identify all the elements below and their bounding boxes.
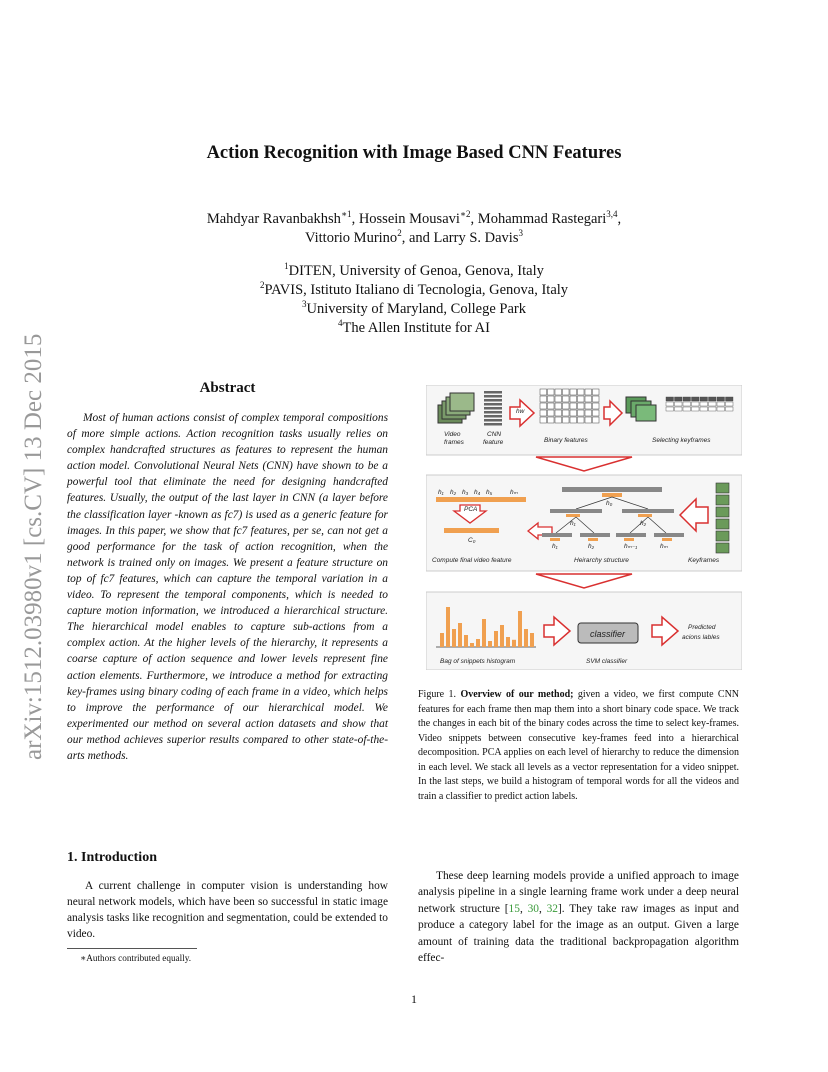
histogram-bar [464, 635, 468, 647]
binary-cell [540, 417, 547, 423]
keyframe-cell [666, 407, 674, 411]
keyframe-cell [675, 402, 683, 406]
selecting-keyframes-label: Selecting keyframes [652, 437, 711, 444]
abstract-body: Most of human actions consist of complex temporal compositions of more simple actions. Action recognition tasks usually relies on complex handcrafted structures as features to represent the human action model. Convolutional Neural Nets (CNN) have shown to be a powerful tool that eliminate the need for designing handcrafted features. Usually, the output of the last layer in CNN (a layer before the classification layer -known as fc7) is used as a generic feature for images. In this paper, we show that fc7 features, per se, can not get a good performance for the task of action recognition, when the network is trained only on images. We present a feature structure on top of fc7 features, which can capture the temporal variation in a video. To represent the temporal components, which is needed to capture motion information, we introduced a hierarchical structure. The hierarchical model enables to capture sub-actions from a complex action. At the higher levels of the hierarchy, it represents a coarse capture of action sequence and lower levels represent fine action elements. Furthermore, we introduce a method for extracting key-frames using binary coding of each frame in a video, which helps to improve the performance of our hierarchical model. We experimented our method on several action datasets and show that our method achieves superior results compared to other state-of-the-arts methods. [67, 412, 388, 762]
tree-label: h₁ [552, 543, 558, 550]
binary-cell [578, 396, 585, 402]
keyframes-label: Keyframes [688, 557, 720, 564]
histogram-bar [476, 639, 480, 647]
c0-label: C₀ [468, 537, 476, 544]
cnn-label: feature [483, 439, 504, 446]
keyframe-cell [692, 402, 700, 406]
svm-label: SVM classifier [586, 658, 628, 665]
binary-cell [570, 410, 577, 416]
histogram-bar [494, 631, 498, 647]
keyframe-cell [717, 402, 725, 406]
histogram-bar [512, 640, 516, 647]
cnn-bar [484, 423, 502, 426]
keyframe-cell [709, 407, 717, 411]
binary-cell [563, 389, 570, 395]
page-number: 1 [411, 992, 417, 1006]
predicted-label: acions lables [682, 634, 720, 641]
keyframe-cell [700, 407, 708, 411]
binary-cell [570, 403, 577, 409]
binary-cell [570, 396, 577, 402]
citation-link[interactable]: 30 [527, 902, 539, 915]
keyframe-cell [700, 397, 708, 401]
overview-figure [426, 385, 742, 670]
binary-cell [563, 403, 570, 409]
binary-cell [563, 417, 570, 423]
tree-label: h₀ [606, 500, 613, 507]
binary-cell [593, 396, 600, 402]
histogram-bar [500, 625, 504, 647]
paper-title: Action Recognition with Image Based CNN Features [206, 143, 622, 163]
hierarchy-label: Heirarchy structure [574, 557, 629, 564]
binary-cell [585, 403, 592, 409]
cnn-bar [484, 411, 502, 414]
keyframe-cell [717, 397, 725, 401]
binary-cell [548, 403, 555, 409]
author-line-1: Mahdyar Ravanbakhsh$^{∗1}$, Hossein Mousavi$^{∗2}$, Mohammad Rastegari$^{3,4}$, [206, 209, 622, 227]
compute-label: Compute final video feature [432, 557, 512, 564]
binary-cell [578, 389, 585, 395]
tree-label: hₘ [660, 543, 668, 550]
h-label: h₃ [462, 489, 469, 496]
pca-label: PCA [464, 506, 478, 513]
affiliation: $^1$DITEN, University of Genoa, Genova, Italy [284, 261, 544, 279]
affiliations [0, 262, 828, 338]
binary-cell [585, 389, 592, 395]
binary-cell [548, 410, 555, 416]
cnn-bar [484, 419, 502, 422]
author-line-2: Vittorio Murino$^2$, and Larry S. Davis$^3$ [305, 228, 523, 246]
h-label: hₘ [510, 489, 518, 496]
keyframe-thumbnail [716, 507, 729, 517]
h-label: h₅ [486, 489, 493, 496]
h-label: h₁ [438, 489, 444, 496]
h-label: h₄ [474, 489, 481, 496]
binary-cell [555, 417, 562, 423]
citation-link[interactable]: 15 [508, 902, 520, 915]
keyframe-cell [683, 402, 691, 406]
histogram-bar [440, 633, 444, 647]
binary-cell [578, 417, 585, 423]
binary-cell [585, 417, 592, 423]
tree-label: h₂ [640, 520, 647, 527]
keyframe-cell [683, 397, 691, 401]
binary-cell [540, 396, 547, 402]
keyframe-thumbnail [716, 543, 729, 553]
cnn-feature-bars [484, 391, 502, 426]
footnote: ∗Authors contributed equally. [80, 953, 192, 963]
binary-cell [555, 403, 562, 409]
cnn-bar [484, 415, 502, 418]
cnn-bar [484, 403, 502, 406]
binary-cell [578, 403, 585, 409]
cnn-bar [484, 395, 502, 398]
binary-cell [540, 389, 547, 395]
keyframe-thumbnail [716, 519, 729, 529]
binary-cell [540, 403, 547, 409]
histogram-bar [446, 607, 450, 647]
right-column-body: These deep learning models provide a unified approach to image analysis pipeline in a single learning frame work under a deep neural network structure [15, 30, 32]. They take raw images as input and produce a category label for the image as an output. Given a large amount of training data the traditional backpropagation algorithm effec- [418, 870, 739, 965]
cnn-bar [484, 399, 502, 402]
binary-cell [593, 403, 600, 409]
binary-cell [555, 396, 562, 402]
histogram-bar [506, 637, 510, 647]
abstract-heading: Abstract [199, 380, 256, 396]
keyframe-cell [675, 407, 683, 411]
cnn-label: CNN [487, 431, 502, 438]
keyframe-cell [709, 402, 717, 406]
keyframe-cell [666, 397, 674, 401]
keyframe-cell [683, 407, 691, 411]
keyframe-cell [709, 397, 717, 401]
binary-cell [548, 396, 555, 402]
introduction-body: A current challenge in computer vision is understanding how neural network models, which have been so successful in static image analysis tasks like recognition and segmentation, could be extended to video. [67, 880, 388, 941]
binary-cell [593, 410, 600, 416]
binary-cell [555, 389, 562, 395]
hw-label: hw [516, 408, 525, 415]
histogram-bar [470, 643, 474, 647]
h-label: h₂ [450, 489, 457, 496]
affiliation: $^2$PAVIS, Istituto Italiano di Tecnologia, Genova, Italy [259, 280, 569, 298]
binary-cell [593, 389, 600, 395]
histogram-bar [488, 641, 492, 647]
cnn-bar [484, 391, 502, 394]
keyframe-cell [675, 397, 683, 401]
keyframe-cell [717, 407, 725, 411]
keyframe-cell [726, 402, 734, 406]
arxiv-side-label: arXiv:1512.03980v1 [cs.CV] 13 Dec 2015 [20, 333, 47, 760]
down-arrow-icon [536, 457, 632, 471]
histogram-bar [530, 633, 534, 647]
video-frames-label: frames [444, 439, 464, 446]
predicted-label: Predicted [688, 624, 716, 631]
down-arrow-icon [536, 574, 632, 588]
keyframe-cell [726, 397, 734, 401]
binary-cell [593, 417, 600, 423]
feature-bar [436, 497, 526, 502]
keyframe-cell [666, 402, 674, 406]
binary-cell [578, 410, 585, 416]
tree-label: h₂ [588, 543, 595, 550]
binary-features-label: Binary features [544, 437, 588, 444]
histogram-bar [452, 629, 456, 647]
keyframe-cell [692, 407, 700, 411]
keyframe-cell [700, 402, 708, 406]
keyframe-thumbnail [716, 483, 729, 493]
tree-label: hₘ₋₁ [624, 543, 638, 550]
binary-cell [548, 389, 555, 395]
binary-cell [540, 410, 547, 416]
binary-cell [585, 410, 592, 416]
footnote-rule [67, 948, 197, 949]
keyframe-cell [726, 407, 734, 411]
binary-cell [570, 389, 577, 395]
binary-cell [548, 417, 555, 423]
keyframe-thumbnail [716, 531, 729, 541]
affiliation: $^3$University of Maryland, College Park [302, 299, 526, 317]
keyframes-icon [626, 397, 656, 421]
figure-caption: Figure 1. Overview of our method; given a video, we first compute CNN features for each frame then map them into a short binary code space. We track the changes in each bit of the binary codes across the time to select key-frames. Video snippets between consecutive key-frames feed into a hierarchical decomposition. PCA applies on each level of hierarchy to reduce the dimension in each level. We stack all levels as a vector representation for a video snippet. In the last steps, we build a histogram of temporal words for all the videos and train a classifier to predict action labels. [418, 689, 740, 802]
affiliation: $^4$The Allen Institute for AI [338, 318, 490, 336]
tree-label: h₁ [570, 520, 576, 527]
binary-cell [555, 410, 562, 416]
classifier-label: classifier [590, 629, 626, 639]
bag-label: Bag of snippets histogram [440, 658, 516, 665]
binary-cell [570, 417, 577, 423]
citation-link[interactable]: 32 [546, 902, 558, 915]
binary-cell [585, 396, 592, 402]
video-frames-label: Video [444, 431, 461, 438]
binary-cell [563, 396, 570, 402]
histogram-bar [482, 619, 486, 647]
c0-bar [444, 528, 499, 533]
keyframe-cell [692, 397, 700, 401]
keyframe-thumbnail [716, 495, 729, 505]
binary-cell [563, 410, 570, 416]
histogram-bar [518, 611, 522, 647]
histogram-bar [524, 629, 528, 647]
histogram-bar [458, 623, 462, 647]
cnn-bar [484, 407, 502, 410]
section-heading-introduction: 1. Introduction [67, 850, 157, 865]
author-list [0, 210, 828, 248]
